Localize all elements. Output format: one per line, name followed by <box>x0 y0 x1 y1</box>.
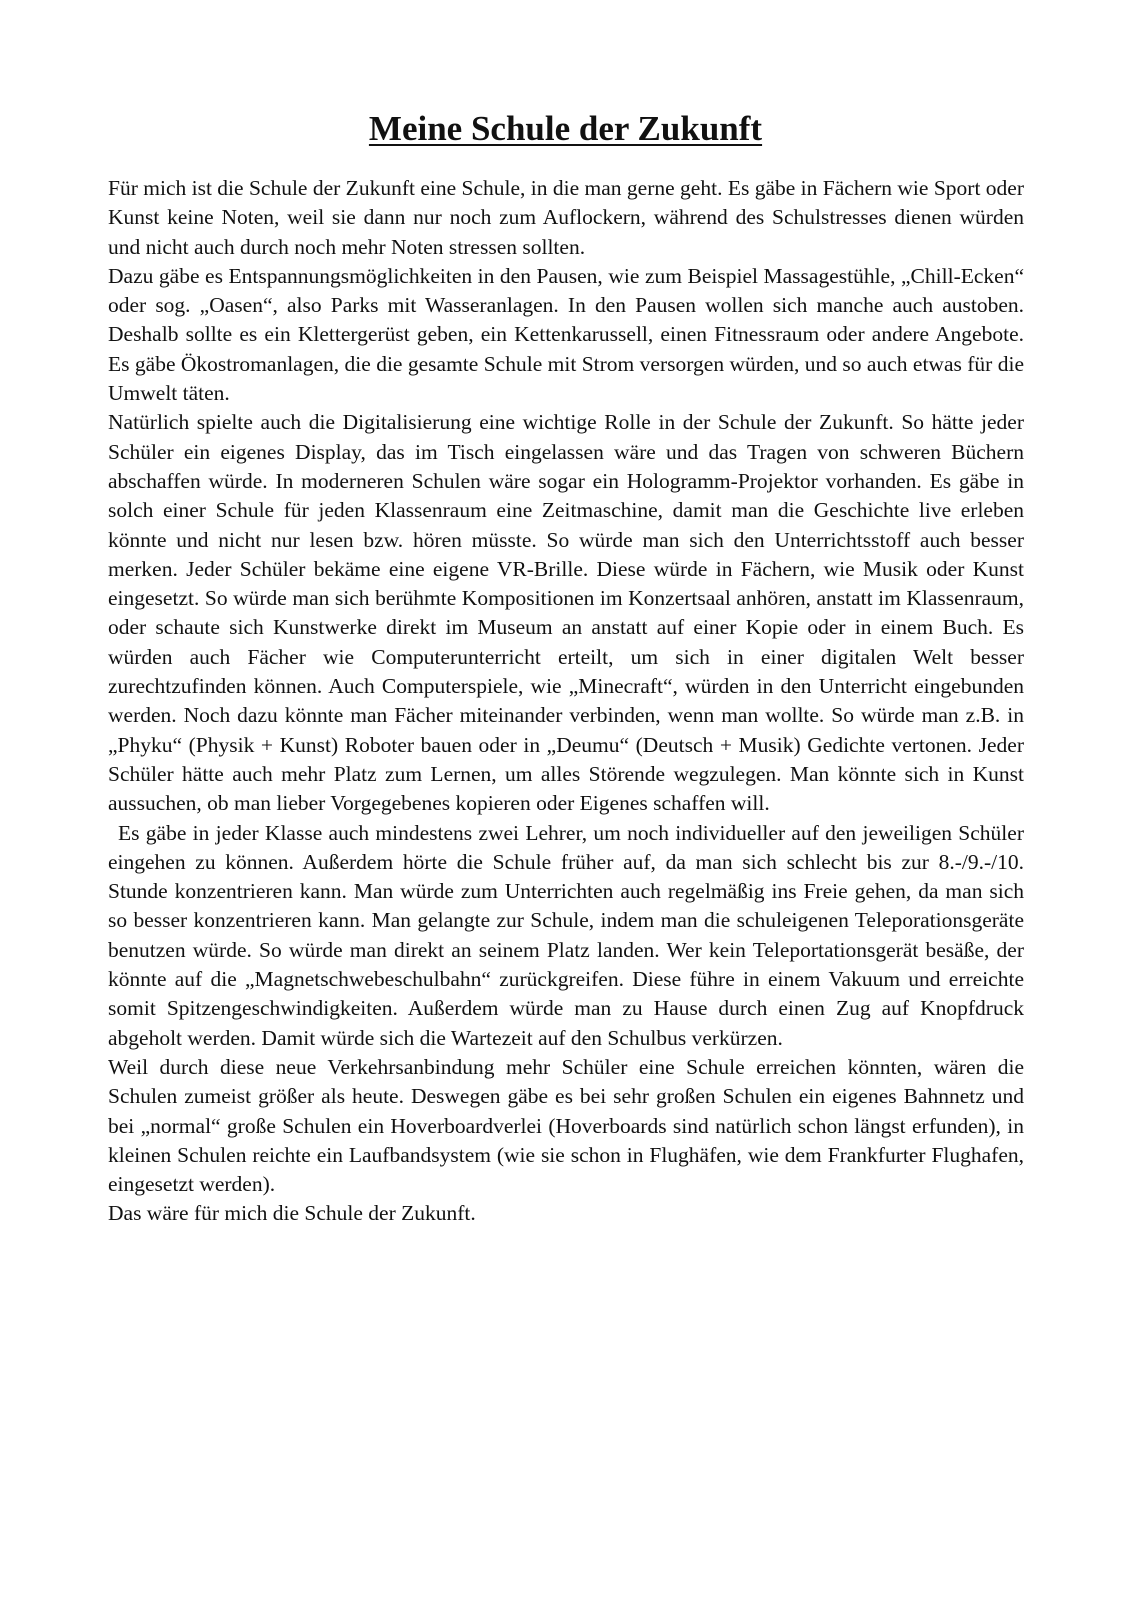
document-title: Meine Schule der Zukunft <box>368 109 763 148</box>
paragraph-digitalization: Natürlich spielte auch die Digitalisierung eine wichtige Rolle in der Schule der Zukunft. So hätte jeder Schüler ein eigenes Display, das im Tisch eingelassen wäre und das Tragen von schweren Büchern abschaffen würde. In moderneren Schulen wäre sogar ein Hologramm-Projektor vorhanden. Es gäbe in solch einer Schule für jeden Klassenraum eine Zeitmaschine, damit man die Geschichte live erleben könnte und nicht nur lesen bzw. hören müsste. So würde man sich den Unterrichtsstoff auch besser merken. Jeder Schüler bekäme eine eigene VR-Brille. Diese würde in Fächern, wie Musik oder Kunst eingesetzt. So würde man sich berühmte Kompositionen im Konzertsaal anhören, anstatt im Klassenraum, oder schaute sich Kunstwerke direkt im Museum an anstatt auf einer Kopie oder in einem Buch. Es würden auch Fächer wie Computerunterricht erteilt, um sich in einer digitalen Welt besser zurechtzufinden können. Auch Computerspiele, wie „Minecraft“, würden in den Unterricht eingebunden werden. Noch dazu könnte man Fächer miteinander verbinden, wenn man wollte. So würde man z.B. in „Phyku“ (Physik + Kunst) Roboter bauen oder in „Deumu“ (Deutsch + Musik) Gedichte vertonen. Jeder Schüler hätte auch mehr Platz zum Lernen, um alles Störende wegzulegen. Man könnte sich in Kunst aussuchen, ob man lieber Vorgegebenes kopieren oder Eigenes schaffen will. <box>108 410 1024 816</box>
paragraph-school-size: Weil durch diese neue Verkehrsanbindung mehr Schüler eine Schule erreichen könnten, wären die Schulen zumeist größer als heute. Deswegen gäbe es bei sehr großen Schulen ein eigenes Bahnnetz und bei „normal“ große Schulen ein Hoverboardverlei (Hoverboards sind natürlich schon längst erfunden), in kleinen Schulen reichte ein Laufbandsystem (wie sie schon in Flughäfen, wie dem Frankfurter Flughafen, eingesetzt werden). <box>108 1054 1024 1197</box>
document-body <box>108 174 1024 1229</box>
paragraph-breaks: Dazu gäbe es Entspannungsmöglichkeiten in den Pausen, wie zum Beispiel Massagestühle, „Chill-Ecken“ oder sog. „Oasen“, also Parks mit Wasseranlagen. In den Pausen wollen sich manche auch austoben. Deshalb sollte es ein Klettergerüst geben, ein Kettenkarussell, einen Fitnessraum oder andere Angebote. Es gäbe Ökostromanlagen, die die gesamte Schule mit Strom versorgen würden, und so auch etwas für die Umwelt täten. <box>108 263 1024 406</box>
paragraph-intro: Für mich ist die Schule der Zukunft eine Schule, in die man gerne geht. Es gäbe in Fächern wie Sport oder Kunst keine Noten, weil sie dann nur noch zum Auflockern, während des Schulstresses dienen würden und nicht auch durch noch mehr Noten stressen sollten. <box>108 176 1024 259</box>
paragraph-conclusion: Das wäre für mich die Schule der Zukunft. <box>108 1201 476 1226</box>
paragraph-teachers-transport: Es gäbe in jeder Klasse auch mindestens zwei Lehrer, um noch individueller auf den jeweiligen Schüler eingehen zu können. Außerdem hörte die Schule früher auf, da man sich schlecht bis zur 8.-/9.-/10. Stunde konzentrieren kann. Man würde zum Unterrichten auch regelmäßig ins Freie gehen, da man sich so besser konzentrieren kann. Man gelangte zur Schule, indem man die schuleigenen Teleporationsgeräte benutzen würde. So würde man direkt an seinem Platz landen. Wer kein Teleportationsgerät besäße, der könnte auf die „Magnetschwebeschulbahn“ zurückgreifen. Diese führe in einem Vakuum und erreichte somit Spitzengeschwindigkeiten. Außerdem würde man zu Hause durch einen Zug auf Knopfdruck abgeholt werden. Damit würde sich die Wartezeit auf den Schulbus verkürzen. <box>108 820 1024 1050</box>
